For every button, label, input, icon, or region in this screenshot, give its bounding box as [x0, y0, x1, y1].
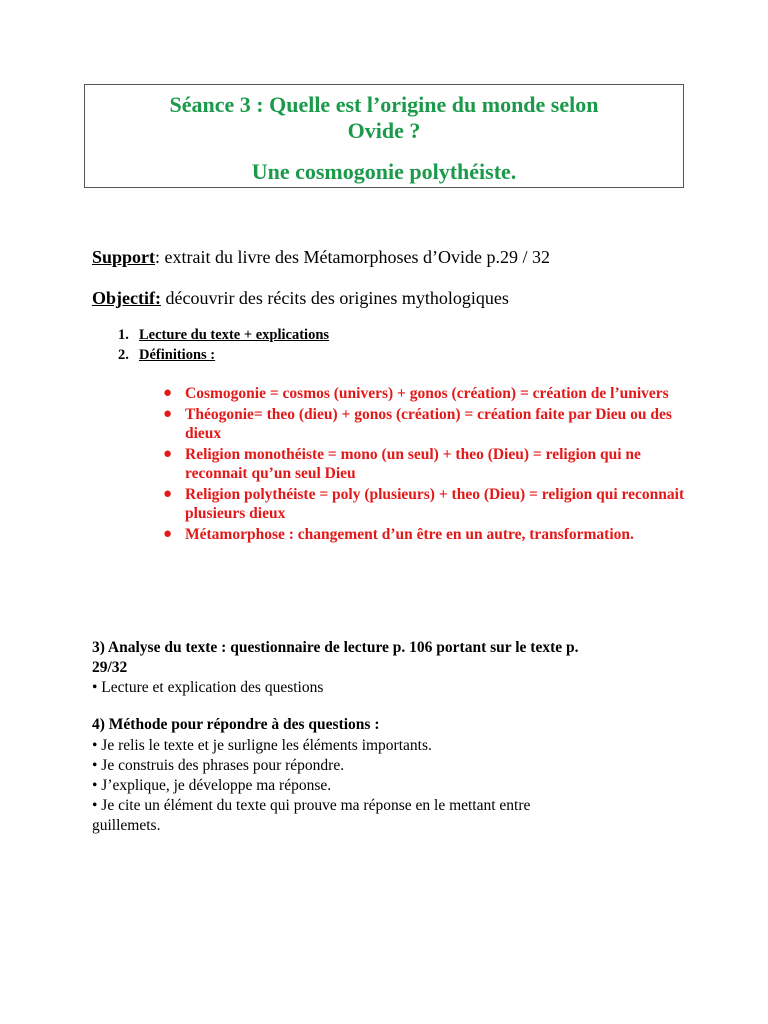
section3-title-line2: 29/32: [92, 659, 128, 676]
support-text: : extrait du livre des Métamorphoses d’Ovide p.29 / 32: [155, 247, 550, 267]
section4-item: • Je construis des phrases pour répondre.: [92, 757, 345, 774]
definition-text: Religion monothéiste = mono (un seul) + theo (Dieu) = religion qui ne reconnait qu’un seul Dieu: [185, 445, 641, 482]
definition-text: Métamorphose : changement d’un être en un autre, transformation.: [185, 525, 634, 543]
step-number: 1.: [118, 327, 129, 343]
definition-item: [163, 384, 703, 404]
step-label: Lecture du texte + explications: [139, 327, 330, 343]
page-title-line1: Séance 3 : Quelle est l’origine du monde selon: [169, 92, 599, 117]
bullet-icon: ●: [163, 445, 173, 462]
objectif-label: Objectif:: [92, 288, 161, 308]
definition-text: Théogonie= theo (dieu) + gonos (création) = création faite par Dieu ou des dieux: [185, 405, 672, 442]
bullet-icon: ●: [163, 485, 173, 502]
bullet-icon: ●: [163, 525, 173, 542]
bullet-icon: ●: [163, 405, 173, 422]
definition-item: [163, 485, 703, 524]
definition-item: [163, 405, 703, 444]
section3-title-line1: 3) Analyse du texte : questionnaire de lecture p. 106 portant sur le texte p.: [92, 639, 579, 656]
page-title-line2: Ovide ?: [347, 118, 421, 143]
definition-item: [163, 525, 703, 545]
definitions-list: [163, 384, 703, 545]
list-item: [118, 326, 329, 345]
section4-item: • J’explique, je développe ma réponse.: [92, 777, 332, 794]
list-item: [118, 346, 215, 365]
definition-item: [163, 445, 703, 484]
objectif-text: découvrir des récits des origines mythologiques: [160, 288, 509, 308]
bullet-icon: ●: [163, 385, 173, 401]
section4-item: • Je relis le texte et je surligne les éléments importants.: [92, 737, 432, 754]
definition-text: Cosmogonie = cosmos (univers) + gonos (création) = création de l’univers: [185, 385, 669, 402]
support-label: Support: [92, 247, 156, 267]
step-number: 2.: [118, 347, 129, 363]
section4-title: 4) Méthode pour répondre à des questions :: [92, 716, 380, 733]
section3-item: • Lecture et explication des questions: [92, 679, 324, 696]
title-box: [84, 84, 684, 188]
support-line: [92, 246, 550, 268]
section4-item: • Je cite un élément du texte qui prouve ma réponse en le mettant entre: [92, 797, 531, 814]
page-subtitle: Une cosmogonie polythéiste.: [251, 159, 517, 184]
section4-item: guillemets.: [92, 817, 161, 834]
definition-text: Religion polythéiste = poly (plusieurs) + theo (Dieu) = religion qui reconnait plusieurs dieux: [185, 485, 685, 522]
step-label: Définitions :: [139, 347, 216, 363]
objectif-line: [92, 287, 509, 309]
